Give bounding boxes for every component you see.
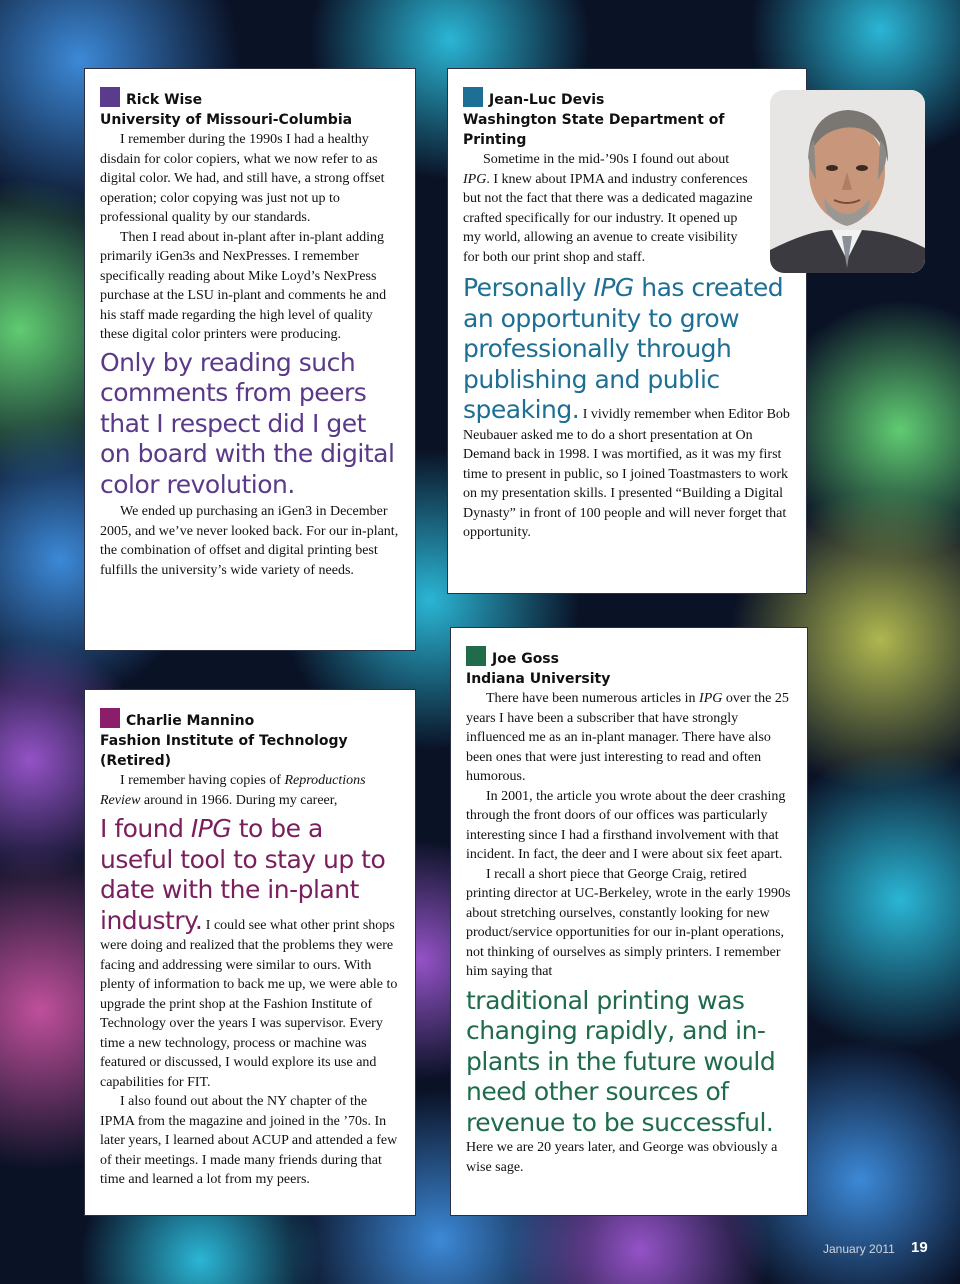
rick-paragraph-3: We ended up purchasing an iGen3 in December 2005, and we’ve never looked back. For our in-plant, the combination of offset and digital printing best fulfills the university’s wide variety of needs. bbox=[100, 504, 399, 578]
joe-p1-ipg: IPG bbox=[699, 691, 723, 706]
joe-pull-block bbox=[466, 986, 793, 1178]
joe-pull-quote: traditional printing was changing rapidly, and in-plants in the future would need other sources of revenue to be successful. bbox=[466, 985, 776, 1137]
jeanluc-pull-block bbox=[463, 273, 792, 543]
charlie-name-text: Charlie Mannino bbox=[126, 713, 255, 729]
joe-name bbox=[466, 646, 793, 669]
charlie-p1-a: I remember having copies of bbox=[120, 773, 285, 788]
charlie-pull-ipg: IPG bbox=[190, 814, 232, 843]
joe-paragraph-1 bbox=[466, 689, 793, 787]
jeanluc-pull-quote bbox=[463, 273, 783, 424]
charlie-p1-b: around in 1966. During my career, bbox=[140, 792, 338, 808]
joe-name-text: Joe Goss bbox=[492, 651, 559, 667]
card-jean-luc-devis bbox=[447, 68, 807, 594]
rick-paragraph-2: Then I read about in-plant after in-plant adding primarily iGen3s and NexPresses. I remember specifically reading about Mike Loyd’s NexPress purchase at the LSU in-plant and comments he and his staff made regarding the high level of quality these digital color printers were producing. bbox=[100, 229, 387, 342]
footer-page-number: 19 bbox=[911, 1239, 928, 1256]
joe-org: Indiana University bbox=[466, 671, 611, 687]
jeanluc-p1-b: . I knew about IPMA and industry conferences but not the fact that there was a dedicated magazine crafted specifically for our industry. It opened up my world, allowing an avenue to create visibility for both our print shop and staff. bbox=[463, 171, 753, 265]
joe-p1-a: There have been numerous articles in bbox=[486, 691, 700, 706]
footer-date: January 2011 bbox=[823, 1242, 895, 1256]
jeanluc-p1-ipg: IPG bbox=[463, 171, 487, 187]
charlie-paragraph-1 bbox=[100, 771, 401, 810]
jeanluc-pull-b: has created an opportunity to grow professionally through publishing and public speaking. bbox=[463, 273, 784, 424]
jeanluc-p1-a: Sometime in the mid-’90s I found out about bbox=[483, 152, 730, 167]
jeanluc-pull-a: Personally bbox=[463, 273, 594, 302]
jeanluc-paragraph-2: I vividly remember when Editor Bob Neubauer asked me to do a short presentation at On Demand back in 1998. I was mortified, as it was my first time to present in public, so I joined Toastmasters to work on my presentation skills. I presented “Building a Digital Dynasty” in front of 100 people and will never forget that opportunity. bbox=[463, 407, 790, 540]
card-joe-goss bbox=[450, 627, 808, 1216]
card-rick-wise bbox=[84, 68, 416, 651]
joe-paragraph-4: Here we are 20 years later, and George was obviously a wise sage. bbox=[466, 1140, 778, 1175]
rick-pull-quote: Only by reading such comments from peers that I respect did I get on board with the digital color revolution. bbox=[100, 347, 395, 499]
charlie-org: Fashion Institute of Technology (Retired) bbox=[100, 733, 348, 769]
joe-paragraph-3: I recall a short piece that George Craig, retired printing director at UC-Berkeley, wrote in the early 1990s about stretching ourselves, constantly looking for new product/service opportunities for our in-plant operations, not thinking of ourselves as simply printers. I remember him saying that bbox=[466, 866, 791, 979]
charlie-name bbox=[100, 708, 401, 731]
charlie-pull-quote bbox=[100, 814, 385, 935]
card-charlie-mannino bbox=[84, 689, 416, 1216]
jeanluc-paragraph-1 bbox=[463, 150, 753, 267]
jeanluc-photo bbox=[770, 90, 925, 273]
jeanluc-pull-ipg: IPG bbox=[593, 273, 634, 302]
color-square-icon bbox=[463, 87, 483, 107]
charlie-paragraph-3: I also found out about the NY chapter of the IPMA from the magazine and joined in the ’70s. In later years, I learned about ACUP and attended a few of their meetings. I made many friends during that time and learned a lot from my peers. bbox=[100, 1094, 398, 1187]
jeanluc-name-text: Jean-Luc Devis bbox=[489, 92, 605, 108]
charlie-pull-b: to be a useful tool to stay up to date with the in-plant industry. bbox=[100, 814, 386, 935]
rick-name-text: Rick Wise bbox=[126, 92, 203, 108]
charlie-pull-a: I found bbox=[100, 814, 191, 843]
rick-paragraph-1: I remember during the 1990s I had a healthy disdain for color copiers, what we now refer to as digital color. We had, and still have, a strong offset operation; color copying was just not up to professional quality by our standards. bbox=[100, 132, 385, 225]
color-square-icon bbox=[100, 708, 120, 728]
color-square-icon bbox=[100, 87, 120, 107]
charlie-pull-block bbox=[100, 814, 401, 1092]
rick-org: University of Missouri-Columbia bbox=[100, 112, 353, 128]
jeanluc-org: Washington State Department of Printing bbox=[463, 112, 725, 148]
joe-paragraph-2: In 2001, the article you wrote about the deer crashing through the front doors of our offices was particularly interesting since I had a firsthand involvement with that incident. In fact, the deer and I were about six feet apart. bbox=[466, 788, 786, 862]
joe-p1-b: over the 25 years I have been a subscriber that have strongly influenced me as an in-plant manager. There have also been ones that were just interesting to read and often humorous. bbox=[466, 691, 789, 784]
rick-name bbox=[100, 87, 401, 110]
jeanluc-name bbox=[463, 87, 792, 110]
charlie-paragraph-2: I could see what other print shops were doing and realized that the problems they were facing and addressing were similar to ours. With plenty of information to back me up, we were able to upgrade the print shop at the Fashion Institute of Technology over the years I was supervisor. Every time a new technology, process or machine was featured or discussed, I would explore its use and capabilities for FIT. bbox=[100, 917, 398, 1090]
color-square-icon bbox=[466, 646, 486, 666]
charlie-p1-rr: Reproductions Review bbox=[100, 773, 366, 808]
